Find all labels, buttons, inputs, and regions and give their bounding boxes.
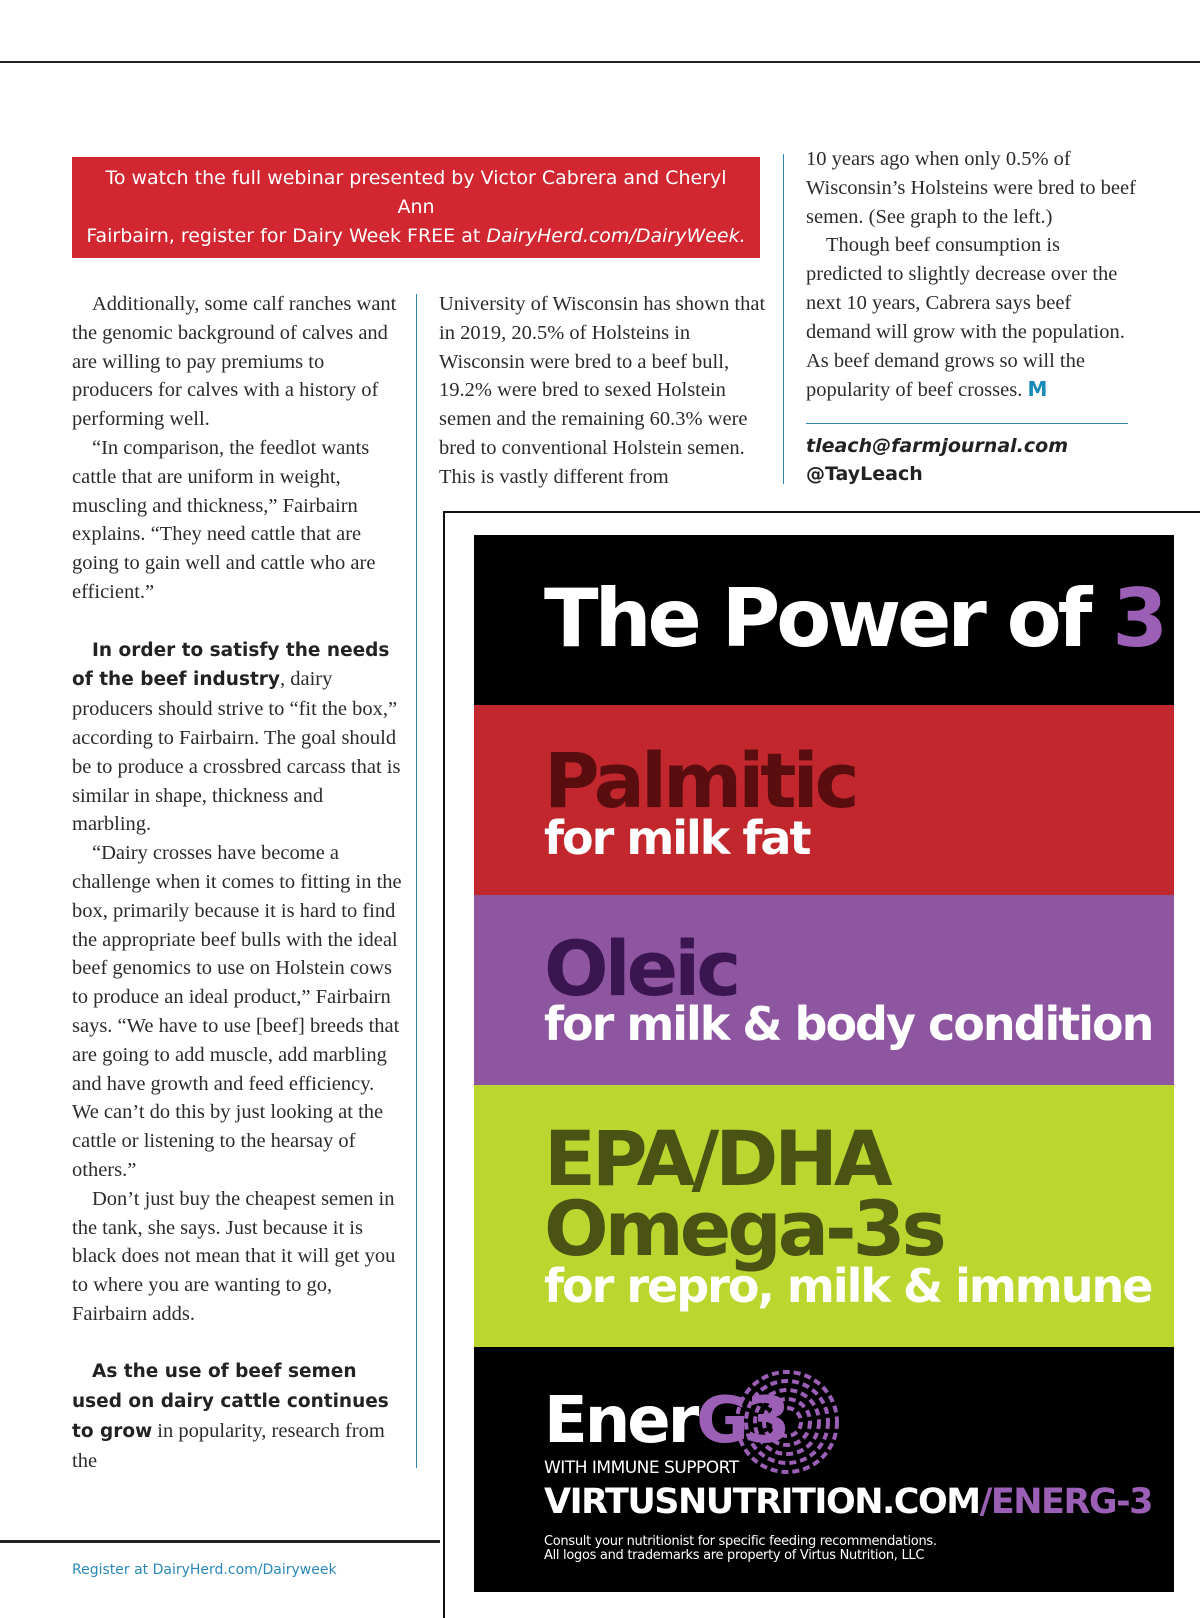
paragraph	[72, 636, 402, 840]
ad-title-text: The Power of	[544, 572, 1113, 665]
lead-in: In order to satisfy the needs of the beef industry	[72, 639, 390, 691]
ad-title	[544, 572, 1164, 665]
paragraph: Don’t just buy the cheapest semen in the tank, she says. Just because it is black does not mean that it will get you to where you are wanting to go, Fairbairn adds.	[72, 1187, 396, 1325]
url-domain: VIRTUSNUTRITION.COM	[544, 1482, 980, 1522]
ad-frame	[443, 511, 1200, 513]
paragraph: 10 years ago when only 0.5% of Wisconsin’s Holsteins were bred to beef semen. (See graph to the left.)	[806, 148, 1136, 228]
end-mark-icon: M	[1027, 377, 1048, 402]
ad-url[interactable]	[544, 1482, 1153, 1522]
paragraph-text: , dairy producers should strive to “fit the box,” according to Fairbairn. The goal should be to produce a crossbred carcass that is similar in shape, thickness and marbling.	[72, 668, 401, 836]
immune-tagline: WITH IMMUNE SUPPORT	[544, 1458, 739, 1478]
paragraph: Additionally, some calf ranches want the genomic background of calves and are willing to pay premiums to producers for calves with a history of performing well.	[72, 293, 397, 431]
paragraph-text: Though beef consumption is predicted to slightly decrease over the next 10 years, Cabrera says beef demand will grow with the population. As beef demand grows so will the popularity of beef crosses.	[806, 234, 1125, 402]
author-handle[interactable]: @TayLeach	[806, 463, 923, 485]
lead-in: As the use of beef semen used on dairy cattle continues to grow	[72, 1361, 389, 1443]
article-column-1	[72, 290, 402, 1476]
column-divider	[416, 294, 417, 1468]
author-signature	[806, 432, 1068, 488]
paragraph: “Dairy crosses have become a challenge when it comes to fitting in the box, primarily because it is hard to find the appropriate beef bulls with the ideal beef genomics to use on Holstein cows to produce an ideal product,” Fairbairn says. “We have to use [beef] breeds that are going to add muscle, add marbling and have growth and feed efficiency. We can’t do this by just looking at the cattle or listening to the hearsay of others.”	[72, 842, 402, 1181]
palmitic-subheading: for milk fat	[544, 811, 810, 865]
paragraph: University of Wisconsin has shown that in 2019, 20.5% of Holsteins in Wisconsin were bred to a beef bull, 19.2% were bred to sexed Holstein semen and the remaining 60.3% were bred to conventional Holstein semen. This is vastly different from	[439, 293, 766, 488]
paragraph	[72, 1357, 402, 1475]
palmitic-heading: Palmitic	[544, 736, 856, 825]
top-rule	[0, 61, 1200, 63]
ad-frame	[443, 511, 445, 1618]
ad-palmitic-band	[474, 705, 1174, 895]
disclaimer-line: All logos and trademarks are property of Virtus Nutrition, LLC	[544, 1548, 925, 1563]
paragraph: “In comparison, the feedlot wants cattle that are uniform in weight, muscling and thickness,” Fairbairn explains. “They need cattle that are going to gain well and cattle who are efficient.”	[72, 436, 376, 603]
ad-disclaimer	[544, 1535, 937, 1563]
column-divider	[783, 154, 784, 484]
oleic-subheading: for milk & body condition	[544, 997, 1153, 1051]
disclaimer-line: Consult your nutritionist for specific feeding recommendations.	[544, 1534, 937, 1549]
paragraph-text: in popularity, research from the	[72, 1420, 385, 1472]
energ3-logo	[544, 1384, 788, 1458]
epa-dha-heading: EPA/DHA	[544, 1114, 889, 1203]
webinar-callout	[72, 157, 760, 258]
url-path: /ENERG-3	[979, 1482, 1153, 1522]
author-email[interactable]: tleach@farmjournal.com	[806, 435, 1069, 457]
ad-oleic-band	[474, 895, 1174, 1085]
ad-brand-band	[474, 1347, 1174, 1592]
brand-text-accent: G3	[696, 1384, 788, 1458]
ad-omega-band	[474, 1085, 1174, 1347]
callout-line1: To watch the full webinar presented by Victor Cabrera and Cheryl Ann	[105, 167, 727, 218]
signature-rule	[806, 423, 1128, 424]
ad-title-number: 3	[1112, 572, 1164, 665]
bottom-rule	[0, 1540, 440, 1543]
omega-subheading: for repro, milk & immune	[544, 1259, 1152, 1313]
article-column-2	[439, 290, 769, 492]
callout-line2: Fairbairn, register for Dairy Week FREE at	[86, 225, 487, 247]
omega-heading: Omega-3s	[544, 1184, 943, 1273]
footer-link[interactable]: Register at DairyHerd.com/Dairyweek	[72, 1562, 337, 1578]
brand-text: Ener	[544, 1384, 697, 1458]
ad-title-band	[474, 535, 1174, 705]
oleic-heading: Oleic	[544, 924, 738, 1013]
article-column-3	[806, 145, 1136, 405]
energ3-advertisement[interactable]	[474, 535, 1174, 1592]
callout-link[interactable]: DairyHerd.com/DairyWeek.	[486, 225, 746, 247]
paragraph	[806, 231, 1136, 405]
